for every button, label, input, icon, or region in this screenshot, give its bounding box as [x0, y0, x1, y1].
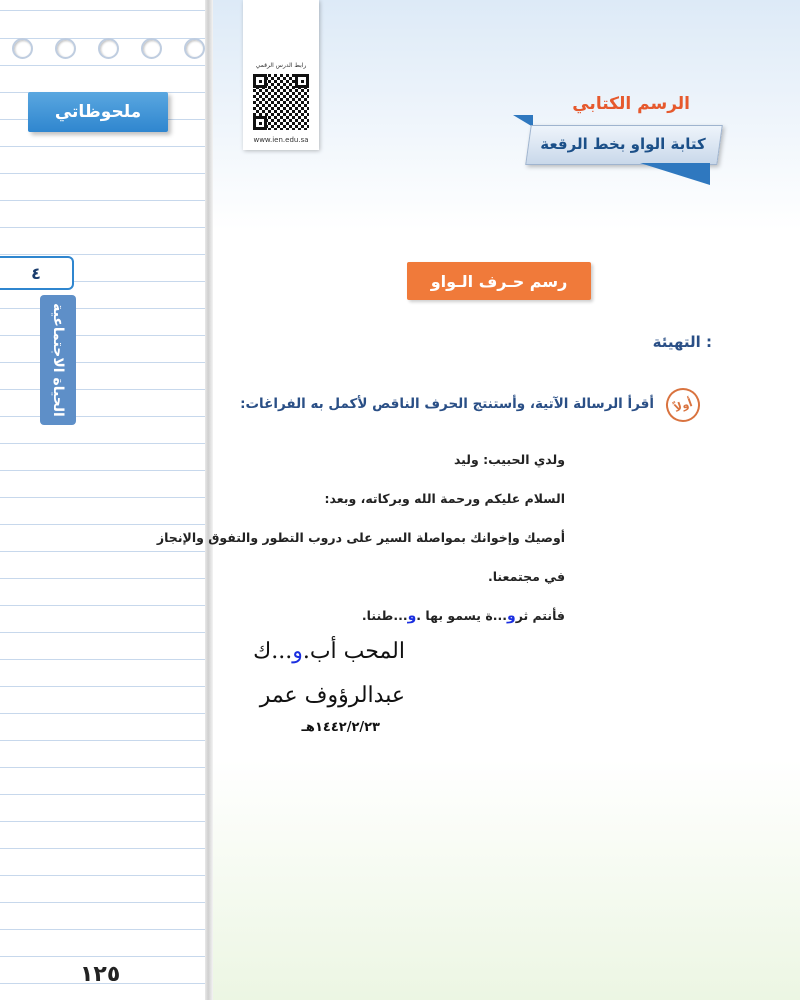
- notebook-sidebar: [0, 0, 205, 1000]
- missing-letter: و: [292, 639, 303, 664]
- qr-code-icon[interactable]: [253, 74, 309, 130]
- unit-name-label: الحياة الاجتماعية: [50, 303, 67, 417]
- qr-finder-icon: [253, 74, 267, 88]
- unit-name-tab: [40, 295, 76, 425]
- page-number: ١٢٥: [80, 962, 121, 987]
- binder-ring: [98, 38, 119, 59]
- binder-ring: [184, 38, 205, 59]
- signature-line: [253, 630, 405, 674]
- missing-letter: و: [506, 608, 516, 624]
- qr-caption: رابط الدرس الرقمي: [255, 62, 307, 69]
- signature-text: ...ك: [253, 639, 293, 664]
- signature-name: عبدالرؤوف عمر: [259, 683, 405, 708]
- signature-text: المحب أب.: [302, 639, 405, 664]
- binder-ring: [141, 38, 162, 59]
- qr-url: www.ien.edu.sa: [253, 136, 309, 144]
- qr-finder-icon: [295, 74, 309, 88]
- lesson-page: [156, 0, 800, 1000]
- banner-decoration: [640, 163, 710, 185]
- qr-finder-icon: [253, 116, 267, 130]
- letter: [156, 440, 565, 635]
- lesson-title: كتابة الواو بخط الرقعة: [540, 135, 706, 153]
- letter-text: ...طننا.: [361, 608, 408, 623]
- section-title: رسم حـرف الـواو: [407, 262, 591, 300]
- topic-title: الرسم الكتابي: [572, 94, 690, 114]
- first-badge-icon: أولاً: [661, 383, 705, 427]
- letter-date: ١٤٤٢/٢/٢٣هـ: [301, 720, 380, 735]
- binder-ring: [12, 38, 33, 59]
- binder-rings: [12, 38, 205, 59]
- letter-salutation: السلام عليكم ورحمة الله وبركاته، وبعد:: [324, 491, 565, 506]
- letter-text: فأنتم ثر: [515, 608, 565, 623]
- missing-letter: و: [407, 608, 417, 624]
- qr-card[interactable]: [243, 0, 319, 150]
- warmup-heading: التهيئة :: [652, 333, 712, 351]
- letter-body-line: أوصيك وإخوانك بمواصلة السير على دروب التطور والتفوق والإنجاز: [156, 530, 565, 545]
- letter-text: ...ة يسمو بها .: [416, 608, 507, 623]
- unit-number: ٤: [0, 256, 74, 290]
- letter-greeting: ولدي الحبيب: وليد: [453, 452, 565, 467]
- instruction-text: أقرأ الرسالة الآتية، وأستنتج الحرف الناقص لأكمل به الفراغات:: [240, 396, 654, 412]
- signature: [253, 630, 405, 718]
- notebook-edge: [205, 0, 213, 1000]
- binder-ring: [55, 38, 76, 59]
- letter-body-line: في مجتمعنا.: [487, 569, 565, 584]
- notes-label: ملحوظاتي: [28, 92, 168, 132]
